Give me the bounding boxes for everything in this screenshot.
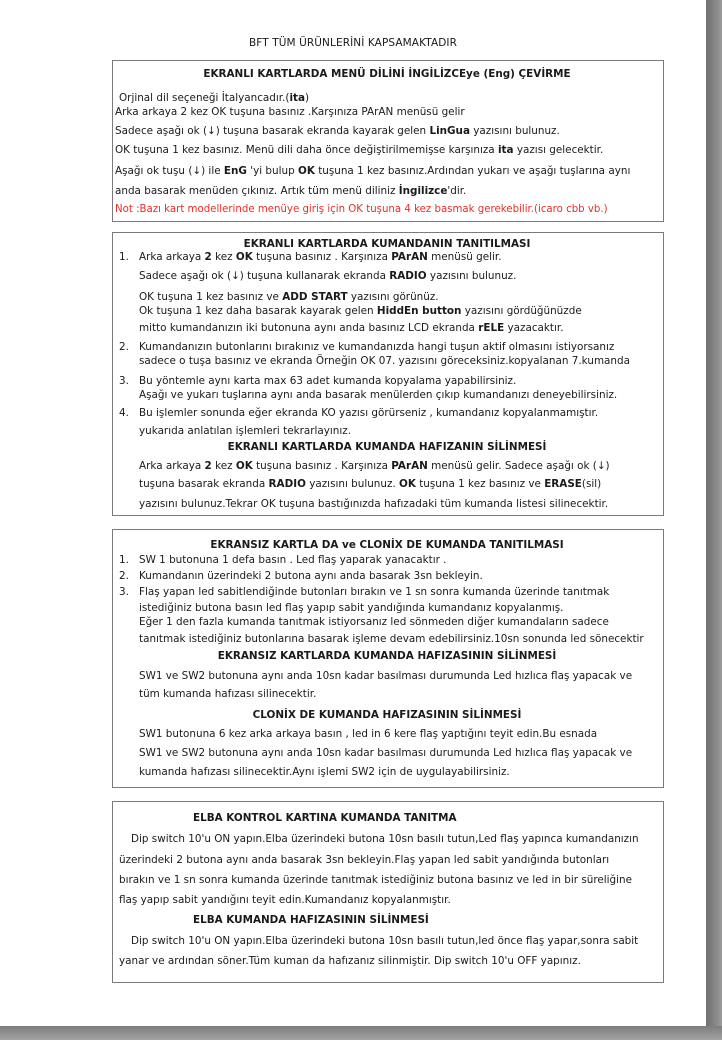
text-line: Aşağı ok tuşu (↓) ile EnG 'yi bulup OK tuşuna 1 kez basınız.Ardından yukarı ve aşağı tuşlarına aynı bbox=[115, 165, 631, 177]
page-shadow-bottom bbox=[0, 1026, 722, 1040]
text-line: kumanda hafızası silinecektir.Aynı işlemi SW2 için de uygulayabilirsiniz. bbox=[139, 766, 510, 778]
list-item: Flaş yapan led sabitlendiğinde butonları bırakın ve 1 sn sonra kumanda üzerinde tanıtmak bbox=[139, 586, 610, 598]
text-line: Dip switch 10'u ON yapın.Elba üzerindeki butona 10sn basılı tutun,led önce flaş yapar,sonra sabit bbox=[131, 935, 639, 947]
text-line: tuşuna basarak ekranda RADIO yazısını bulunuz. OK tuşuna 1 kez basınız ve ERASE(sil) bbox=[139, 478, 602, 490]
text-line: Sadece aşağı ok (↓) tuşuna kullanarak ekranda RADIO yazısını bulunuz. bbox=[139, 270, 517, 282]
section-subheading: EKRANSIZ KARTLARDA KUMANDA HAFIZASININ SİLİNMESİ bbox=[217, 650, 557, 662]
text-line: SW1 ve SW2 butonuna aynı anda 10sn kadar basılması durumunda Led hızlıca flaş yapacak ve bbox=[139, 747, 633, 759]
text-line: Sadece aşağı ok (↓) tuşuna basarak ekranda kayarak gelen LinGua yazısını bulunuz. bbox=[115, 125, 560, 137]
list-item: Bu yöntemle aynı karta max 63 adet kumanda kopyalama yapabilirsiniz. bbox=[139, 375, 517, 387]
section-subheading: EKRANLI KARTLARDA KUMANDA HAFIZANIN SİLİNMESİ bbox=[227, 441, 547, 453]
text-line: Arka arkaya 2 kez OK tuşuna basınız .Karşınıza PArAN menüsü gelir bbox=[115, 106, 465, 118]
text-line: mitto kumandanızın iki butonuna aynı anda basınız LCD ekranda rELE yazacaktır. bbox=[139, 322, 564, 334]
text-line: üzerindeki 2 butona aynı anda basarak 3sn bekleyin.Flaş yapan led sabit yandığında butonları bbox=[119, 854, 610, 866]
text-line: yanar ve ardından söner.Tüm kuman da hafızanız silinmiştir. Dip switch 10'u OFF yapınız. bbox=[119, 955, 581, 967]
section-non-display-clonix bbox=[112, 529, 664, 788]
list-number: 2. bbox=[119, 341, 129, 353]
text-line: istediğiniz butona basın led flaş yapıp sabit yandığında kumandanız kopyalanmış. bbox=[139, 602, 564, 614]
section-heading: EKRANLI KARTLARDA KUMANDANIN TANITILMASI bbox=[243, 238, 531, 250]
list-item: Kumandanızın butonlarını bırakınız ve kumandanızda hangi tuşun aktif olmasını istiyorsanız bbox=[139, 341, 615, 353]
text-line: Aşağı ve yukarı tuşlarına aynı anda basarak menülerden çıkıp kumandanızı deneyebilirsiniz. bbox=[139, 389, 618, 401]
section-remote-pairing-display bbox=[112, 232, 664, 516]
text-line: OK tuşuna 1 kez basınız ve ADD START yazısını görünüz. bbox=[139, 291, 439, 303]
text-line: bırakın ve 1 sn sonra kumanda üzerinde tanıtmak istediğiniz butona basınız ve led in bir süreliğine bbox=[119, 874, 633, 886]
list-item: Bu işlemler sonunda eğer ekranda KO yazısı görürseniz , kumandanız kopyalanmamıştır. bbox=[139, 407, 599, 419]
list-number: 2. bbox=[119, 570, 129, 582]
list-number: 3. bbox=[119, 586, 129, 598]
list-item: Kumandanın üzerindeki 2 butona aynı anda basarak 3sn bekleyin. bbox=[139, 570, 483, 582]
list-number: 4. bbox=[119, 407, 129, 419]
text-line: SW1 butonuna 6 kez arka arkaya basın , led in 6 kere flaş yaptığını teyit edin.Bu esnada bbox=[139, 728, 598, 740]
document-title: BFT TÜM ÜRÜNLERİNİ KAPSAMAKTADIR bbox=[248, 37, 458, 49]
text-line: sadece o tuşa basınız ve ekranda Örneğin OK 07. yazısını göreceksiniz.kopyalanan 7.kumanda bbox=[139, 355, 630, 367]
section-subheading: ELBA KUMANDA HAFIZASININ SİLİNMESİ bbox=[193, 914, 429, 926]
text-line: tüm kumanda hafızası silinecektir. bbox=[139, 688, 317, 700]
text-line: Arka arkaya 2 kez OK tuşuna basınız . Karşınıza PArAN menüsü gelir. Sadece aşağı ok (↓) bbox=[139, 460, 610, 472]
text-line: Ok tuşuna 1 kez daha basarak kayarak gelen HiddEn button yazısını gördüğünüzde bbox=[139, 305, 582, 317]
section-subheading: CLONİX DE KUMANDA HAFIZASININ SİLİNMESİ bbox=[252, 709, 522, 721]
text-line: OK tuşuna 1 kez basınız. Menü dili daha önce değiştirilmemişse karşınıza ita yazısı gelecektir. bbox=[115, 144, 604, 156]
text-line: Dip switch 10'u ON yapın.Elba üzerindeki butona 10sn basılı tutun,Led flaş yapınca kumandanızın bbox=[131, 833, 639, 845]
section-elba bbox=[112, 801, 664, 983]
page-shadow-edge bbox=[706, 0, 722, 1040]
section-heading: EKRANLI KARTLARDA MENÜ DİLİNİ İNGİLİZCEye (Eng) ÇEVİRME bbox=[203, 68, 571, 80]
text-line: yazısını bulunuz.Tekrar OK tuşuna bastığınızda hafızadaki tüm kumanda listesi silinecektir. bbox=[139, 498, 609, 510]
text-line: Orjinal dil seçeneği İtalyancadır.(ita) bbox=[119, 92, 310, 104]
section-menu-language bbox=[112, 60, 664, 222]
list-item: Arka arkaya 2 kez OK tuşuna basınız . Karşınıza PArAN menüsü gelir. bbox=[139, 251, 502, 263]
warning-note: Not :Bazı kart modellerinde menüye giriş için OK tuşuna 4 kez basmak gerekebilir.(icaro cbb vb.) bbox=[115, 204, 608, 215]
list-number: 1. bbox=[119, 251, 129, 263]
section-heading: ELBA KONTROL KARTINA KUMANDA TANITMA bbox=[193, 812, 457, 824]
text-line: SW1 ve SW2 butonuna aynı anda 10sn kadar basılması durumunda Led hızlıca flaş yapacak ve bbox=[139, 670, 633, 682]
text-line: yukarıda anlatılan işlemleri tekrarlayınız. bbox=[139, 425, 352, 437]
text-line: flaş yapıp sabit yandığını teyit edin.Kumandanız kopyalanmıştır. bbox=[119, 894, 451, 906]
section-heading: EKRANSIZ KARTLA DA ve CLONİX DE KUMANDA TANITILMASI bbox=[210, 539, 564, 551]
list-number: 3. bbox=[119, 375, 129, 387]
text-line: anda basarak menüden çıkınız. Artık tüm menü diliniz İngilizce'dir. bbox=[115, 185, 467, 197]
list-number: 1. bbox=[119, 554, 129, 566]
text-line: tanıtmak istediğiniz butonlarına basarak işleme devam edebilirsiniz.10sn sonunda led sönecektir bbox=[139, 633, 644, 645]
text-line: Eğer 1 den fazla kumanda tanıtmak istiyorsanız led sönmeden diğer kumandaların sadece bbox=[139, 616, 609, 628]
list-item: SW 1 butonuna 1 defa basın . Led flaş yaparak yanacaktır . bbox=[139, 554, 447, 566]
